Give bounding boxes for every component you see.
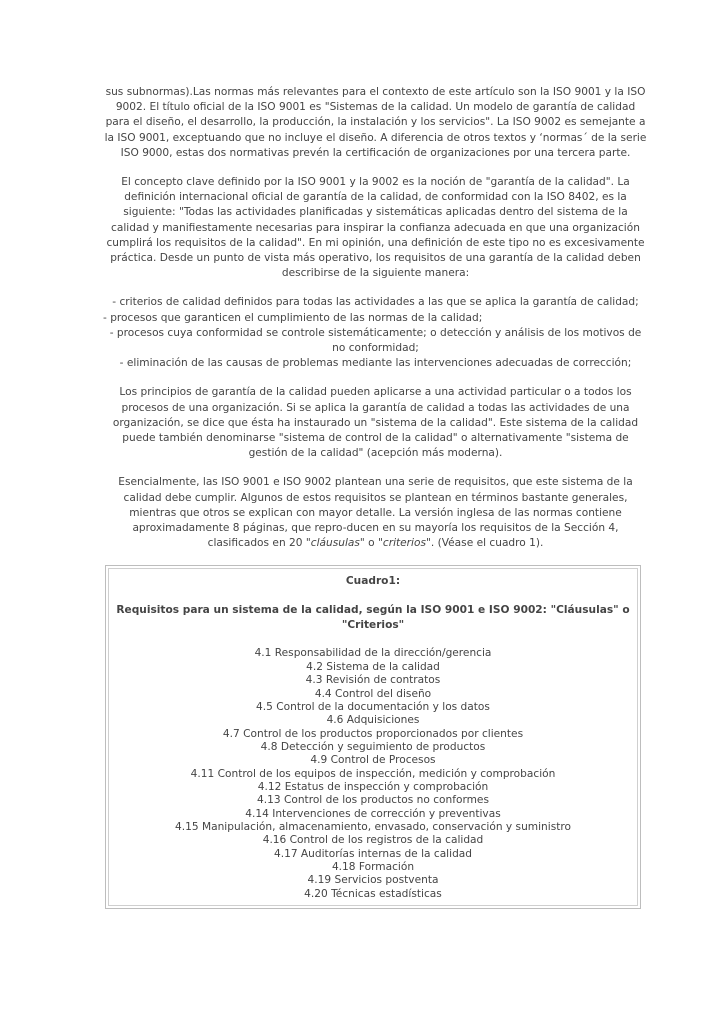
clause-item: 4.15 Manipulación, almacenamiento, envasado, conservación y suministro	[175, 820, 571, 833]
clause-item: 4.5 Control de la documentación y los datos	[256, 700, 490, 713]
cuadro-1-cell	[108, 568, 638, 906]
clause-item: 4.7 Control de los productos proporcionados por clientes	[222, 727, 524, 740]
list-item: - eliminación de las causas de problemas mediante las intervenciones adecuadas de corrección;	[119, 357, 632, 370]
paragraph-quality-assurance-definition: El concepto clave definido por la ISO 9001 y la 9002 es la noción de "garantía de la calidad". La definición internacional oficial de garantía de la calidad, de conformidad con la ISO 8402, es la siguiente: "Todas las actividades planificadas y sistemáticas aplicadas dentro del sistema de la calidad y manifiestamente necesarias para inspirar la confianza adecuada en que una organización cumplirá los requisitos de la calidad". En mi opinión, una definición de este tipo no es excesivamente práctica. Desde un punto de vista más operativo, los requisitos de una garantía de la calidad deben describirse de la siguiente manera:	[106, 176, 645, 280]
cuadro-title: Cuadro1:	[345, 575, 401, 588]
emphasis-criterios: criterios	[382, 537, 426, 550]
paragraph-text: Esencialmente, las ISO 9001 e ISO 9002 plantean una serie de requisitos, que este sistema de la calidad debe cumplir. Algunos de estos requisitos se plantean en términos bastante generales, mientras que otros se explican con mayor detalle. La versión inglesa de las normas contiene aproximadamente 8 páginas, que repro-ducen en su mayoría los requisitos de la Sección 4, clasificados en 20 "	[118, 476, 633, 550]
clause-item: 4.11 Control de los equipos de inspección, medición y comprobación	[190, 767, 556, 780]
clause-item: 4.14 Intervenciones de corrección y preventivas	[245, 807, 501, 820]
clause-item: 4.13 Control de los productos no conformes	[257, 794, 489, 807]
clause-item: 4.1 Responsabilidad de la dirección/gerencia	[254, 647, 492, 660]
clause-item: 4.9 Control de Procesos	[310, 754, 436, 767]
clause-item: 4.6 Adquisiciones	[326, 714, 420, 727]
list-item: - procesos cuya conformidad se controle sistemáticamente; o detección y análisis de los motivos de no conformidad;	[109, 326, 642, 355]
paragraph-text: " o "	[359, 537, 383, 550]
clause-item: 4.19 Servicios postventa	[307, 874, 439, 887]
clause-item: 4.3 Revisión de contratos	[305, 674, 441, 687]
clause-item: 4.17 Auditorías internas de la calidad	[273, 847, 473, 860]
clause-item: 4.20 Técnicas estadísticas	[304, 887, 442, 900]
paragraph-text: ". (Véase el cuadro 1).	[426, 537, 544, 550]
cuadro-subtitle: Requisitos para un sistema de la calidad, según la ISO 9001 e ISO 9002: "Cláusulas" o "Criterios"	[116, 604, 630, 632]
clause-item: 4.2 Sistema de la calidad	[306, 660, 440, 673]
cuadro-1-table	[105, 565, 641, 909]
emphasis-clausulas: cláusulas	[310, 537, 360, 550]
clause-item: 4.16 Control de los registros de la calidad	[262, 834, 484, 847]
clause-item: 4.12 Estatus de inspección y comprobación	[257, 780, 489, 793]
list-item: - criterios de calidad definidos para todas las actividades a las que se aplica la garantía de calidad;	[112, 296, 639, 309]
clause-item: 4.8 Detección y seguimiento de productos	[260, 740, 486, 753]
clause-item: 4.18 Formación	[331, 860, 415, 873]
list-item: - procesos que garanticen el cumplimiento de las normas de la calidad;	[103, 311, 483, 324]
paragraph-iso-requirements	[103, 475, 648, 551]
paragraph-quality-system: Los principios de garantía de la calidad pueden aplicarse a una actividad particular o a todos los procesos de una organización. Si se aplica la garantía de calidad a todas las actividades de una organización, se dice que ésta ha instaurado un "sistema de la calidad". Este sistema de la calidad puede también denominarse "sistema de control de la calidad" o alternativamente "sistema de gestión de la calidad" (acepción más moderna).	[112, 386, 639, 460]
clause-item: 4.4 Control del diseño	[314, 687, 432, 700]
paragraph-iso-norms: sus subnormas).Las normas más relevantes para el contexto de este artículo son la ISO 9001 y la ISO 9002. El título oficial de la ISO 9001 es "Sistemas de la calidad. Un modelo de garantía de calidad para el diseño, el desarrollo, la producción, la instalación y los servicios". La ISO 9002 es semejante a la ISO 9001, exceptuando que no incluye el diseño. A diferencia de otros textos y ‘normas´ de la serie ISO 9000, estas dos normativas prevén la certificación de organizaciones por una tercera parte.	[104, 86, 647, 159]
clauses-list	[113, 647, 633, 901]
document-page	[103, 85, 648, 909]
requirements-list	[103, 295, 648, 371]
